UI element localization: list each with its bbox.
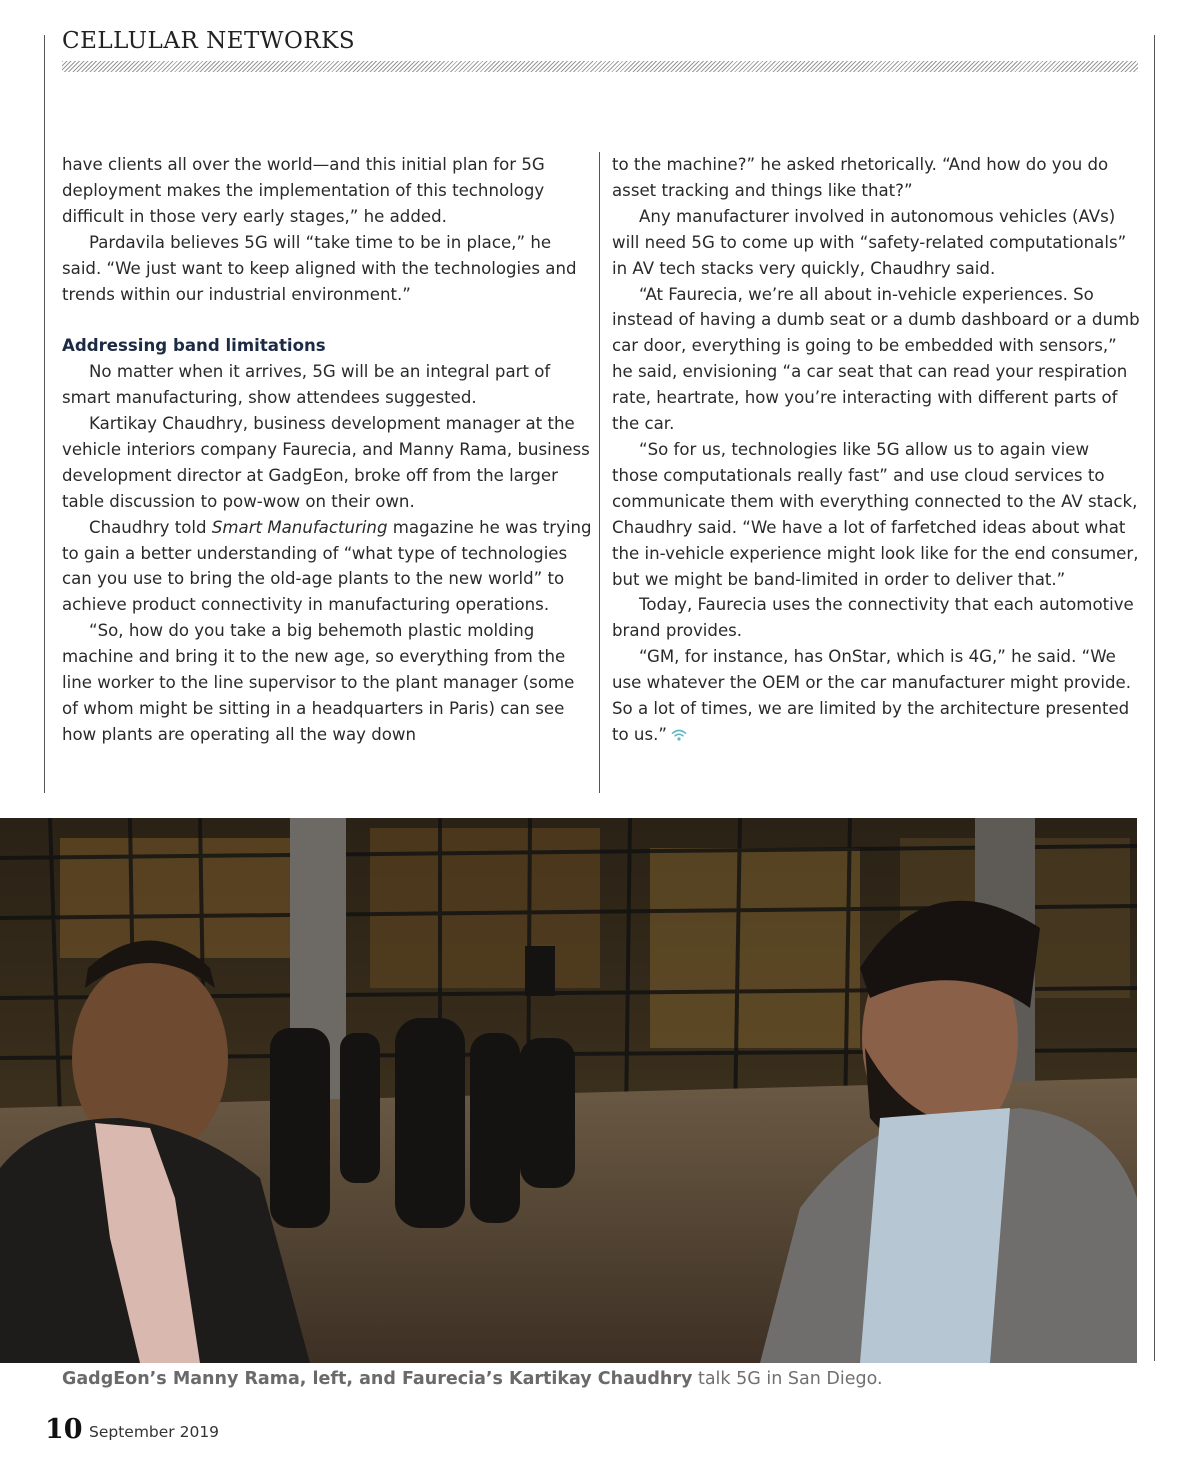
- page-number: 10: [45, 1414, 83, 1445]
- wifi-end-mark-icon: [671, 729, 687, 741]
- paragraph: have clients all over the world—and this initial plan for 5G deployment makes the implementation of this technology difficult in those very early stages,” he added.: [62, 155, 545, 226]
- header-hatch-rule: [62, 61, 1138, 72]
- issue-date: September 2019: [89, 1423, 220, 1441]
- photo-caption: [62, 1369, 883, 1389]
- paragraph: “So for us, technologies like 5G allow us to again view those computationals really fast” and use cloud services to communicate them with everything connected to the AV stack, Chaudhry said. “We have a lot of farfetched ideas about what the in-vehicle experience might look like for the end consumer, but we might be band-limited in order to deliver that.”: [612, 439, 1139, 589]
- left-column: [62, 152, 594, 748]
- column-divider: [599, 152, 600, 793]
- caption-text: talk 5G in San Diego.: [692, 1369, 883, 1389]
- subheading: Addressing band limitations: [62, 336, 326, 356]
- event-photo: [0, 818, 1137, 1363]
- right-column: [612, 152, 1140, 748]
- magazine-title: Smart Manufacturing: [211, 517, 388, 537]
- right-margin-rule: [1154, 35, 1155, 1361]
- paragraph: “At Faurecia, we’re all about in-vehicle experiences. So instead of having a dumb seat or a dumb dashboard or a dumb car door, everything is going to be embedded with sensors,” he said, envisioning “a car seat that can read your respiration rate, heartrate, how you’re interacting with different parts of the car.: [612, 284, 1140, 434]
- section-spacer: [62, 307, 594, 333]
- paragraph: Today, Faurecia uses the connectivity that each automotive brand provides.: [612, 595, 1134, 641]
- caption-names: GadgEon’s Manny Rama, left, and Faurecia’s Kartikay Chaudhry: [62, 1369, 693, 1389]
- paragraph: to the machine?” he asked rhetorically. “And how do you do asset tracking and things like that?”: [612, 155, 1109, 200]
- paragraph: [62, 515, 594, 619]
- text-run: “GM, for instance, has OnStar, which is 4G,” he said. “We use whatever the OEM or the car manufacturer might provide. So a lot of times, we are limited by the architecture presented to us.”: [612, 647, 1132, 744]
- paragraph: Pardavila believes 5G will “take time to be in place,” he said. “We just want to keep aligned with the technologies and trends within our industrial environment.”: [62, 232, 577, 304]
- text-run: Chaudhry told: [89, 517, 212, 537]
- paragraph: Kartikay Chaudhry, business development manager at the vehicle interiors company Faurecia, and Manny Rama, business development director at GadgEon, broke off from the larger table discussion to pow-wow on their own.: [62, 414, 590, 511]
- paragraph: “So, how do you take a big behemoth plastic molding machine and bring it to the new age, so everything from the line worker to the line supervisor to the plant manager (some of whom might be sitting in a headquarters in Paris) can see how plants are operating all the way down: [62, 621, 575, 744]
- text-run: magazine he was trying to gain a better understanding of “what type of technologies can you use to bring the old-age plants to the new world” to achieve product connectivity in manufacturing operations.: [62, 517, 592, 615]
- paragraph: Any manufacturer involved in autonomous vehicles (AVs) will need 5G to come up with “safety-related computationals” in AV tech stacks very quickly, Chaudhry said.: [612, 206, 1127, 278]
- left-margin-rule: [44, 35, 45, 793]
- paragraph: No matter when it arrives, 5G will be an integral part of smart manufacturing, show attendees suggested.: [62, 362, 551, 408]
- paragraph: [612, 644, 1140, 748]
- photo-illustration: [0, 818, 1137, 1363]
- section-title: CELLULAR NETWORKS: [62, 28, 356, 54]
